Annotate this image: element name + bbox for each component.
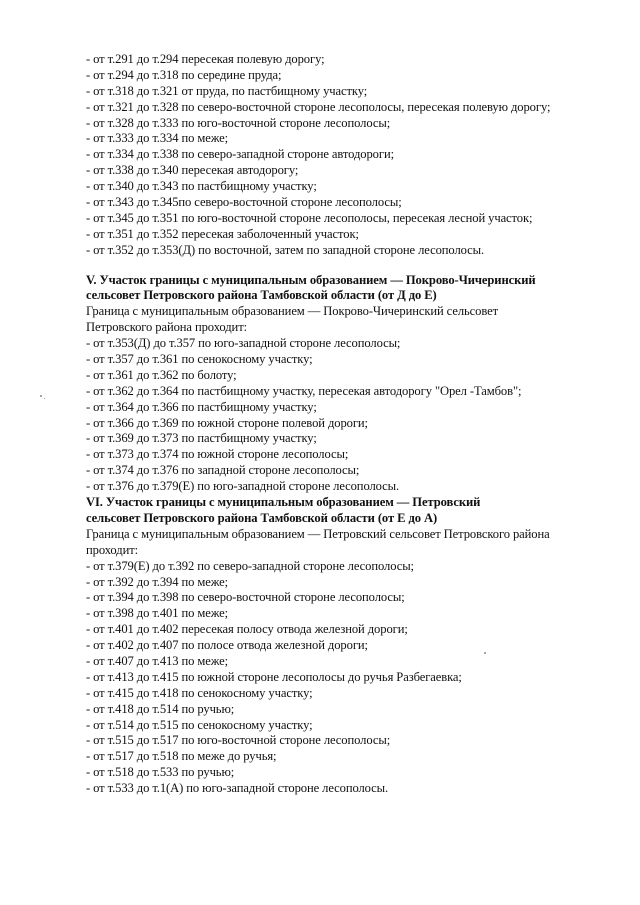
list-item: - от т.366 до т.369 по южной стороне полевой дороги; bbox=[86, 415, 368, 430]
scan-speck bbox=[40, 395, 42, 397]
list-item: - от т.364 до т.366 по пастбищному участку; bbox=[86, 399, 317, 414]
list-item: - от т.340 до т.343 по пастбищному участку; bbox=[86, 179, 317, 194]
list-item: - от т.517 до т.518 по меже до ручья; bbox=[86, 749, 277, 764]
list-item: - от т.343 до т.345по северо-восточной стороне лесополосы; bbox=[86, 195, 402, 210]
list-item: - от т.515 до т.517 по юго-восточной стороне лесополосы; bbox=[86, 733, 391, 748]
section-v-intro: Граница с муниципальным образованием — Покрово-Чичеринский сельсовет bbox=[86, 304, 498, 319]
list-item: - от т.514 до т.515 по сенокосному участку; bbox=[86, 717, 313, 732]
list-item: - от т.294 до т.318 по середине пруда; bbox=[86, 67, 282, 82]
list-item: - от т.379(Е) до т.392 по северо-западной стороне лесополосы; bbox=[86, 558, 414, 573]
section-v-heading-cont: сельсовет Петровского района Тамбовской области (от Д до Е) bbox=[86, 288, 437, 303]
list-item: - от т.415 до т.418 по сенокосному участку; bbox=[86, 685, 313, 700]
list-item: - от т.394 до т.398 по северо-восточной стороне лесополосы; bbox=[86, 590, 405, 605]
list-item: - от т.398 до т.401 по меже; bbox=[86, 606, 229, 621]
scan-speck bbox=[484, 652, 486, 654]
list-item: - от т.362 до т.364 по пастбищному участку, пересекая автодорогу "Орел -Тамбов"; bbox=[86, 383, 522, 398]
list-item: - от т.361 до т.362 по болоту; bbox=[86, 367, 237, 382]
section-vi-heading-cont: сельсовет Петровского района Тамбовской области (от Е до А) bbox=[86, 510, 438, 525]
list-item: - от т.373 до т.374 по южной стороне лесополосы; bbox=[86, 447, 349, 462]
list-item: - от т.291 до т.294 пересекая полевую дорогу; bbox=[86, 52, 325, 66]
list-item: - от т.533 до т.1(А) по юго-западной стороне лесополосы. bbox=[86, 781, 389, 796]
list-item: - от т.351 до т.352 пересекая заболоченный участок; bbox=[86, 226, 359, 241]
list-item: - от т.353(Д) до т.357 по юго-западной стороне лесополосы; bbox=[86, 336, 401, 351]
list-item: - от т.328 до т.333 по юго-восточной стороне лесополосы; bbox=[86, 115, 391, 130]
section-vi-intro-cont: проходит: bbox=[86, 542, 139, 557]
list-item: - от т.345 до т.351 по юго-восточной стороне лесополосы, пересекая лесной участок; bbox=[86, 210, 533, 225]
section-vi-intro: Граница с муниципальным образованием — Петровский сельсовет Петровского района bbox=[86, 526, 550, 541]
list-item: - от т.392 до т.394 по меже; bbox=[86, 574, 229, 589]
list-item: - от т.352 до т.353(Д) по восточной, затем по западной стороне лесополосы. bbox=[86, 242, 485, 257]
list-item: - от т.374 до т.376 по западной стороне лесополосы; bbox=[86, 463, 360, 478]
list-item: - от т.413 до т.415 по южной стороне лесополосы до ручья Разбегаевка; bbox=[86, 669, 462, 684]
list-item: - от т.321 до т.328 по северо-восточной стороне лесополосы, пересекая полевую дорогу; bbox=[86, 99, 551, 114]
list-item: - от т.401 до т.402 пересекая полосу отвода железной дороги; bbox=[86, 622, 408, 637]
section-vi-heading: VI. Участок границы с муниципальным образованием — Петровский bbox=[86, 495, 481, 510]
scan-speck bbox=[44, 398, 45, 399]
list-item: - от т.418 до т.514 по ручью; bbox=[86, 701, 235, 716]
list-item: - от т.318 до т.321 от пруда, по пастбищному участку; bbox=[86, 83, 368, 98]
section-v-heading: V. Участок границы с муниципальным образованием — Покрово-Чичеринский bbox=[86, 272, 536, 287]
list-item: - от т.407 до т.413 по меже; bbox=[86, 653, 229, 668]
list-item: - от т.334 до т.338 по северо-западной стороне автодороги; bbox=[86, 147, 394, 162]
list-item: - от т.402 до т.407 по полосе отвода железной дороги; bbox=[86, 638, 368, 653]
list-item: - от т.376 до т.379(Е) по юго-западной стороне лесополосы. bbox=[86, 479, 400, 494]
section-v-intro-cont: Петровского района проходит: bbox=[86, 320, 247, 335]
boundary-list-continuation bbox=[86, 52, 626, 797]
list-item: - от т.338 до т.340 пересекая автодорогу; bbox=[86, 163, 299, 178]
list-item: - от т.357 до т.361 по сенокосному участку; bbox=[86, 352, 313, 367]
list-item: - от т.369 до т.373 по пастбищному участку; bbox=[86, 431, 317, 446]
list-item: - от т.333 до т.334 по меже; bbox=[86, 131, 229, 146]
list-item: - от т.518 до т.533 по ручью; bbox=[86, 765, 235, 780]
spacer bbox=[86, 259, 626, 273]
